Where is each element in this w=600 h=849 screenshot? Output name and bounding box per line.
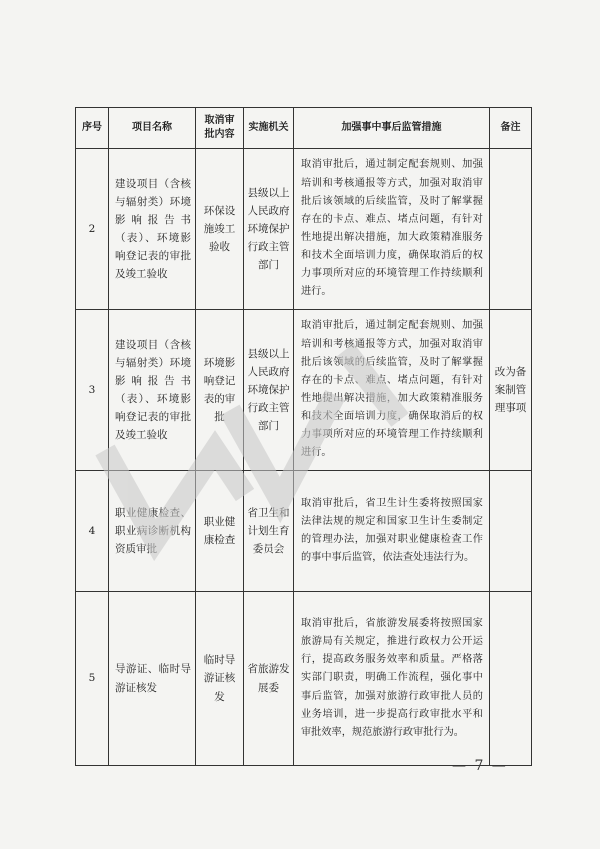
row-no: 4 [76,471,109,592]
table-header-row [76,108,532,149]
row-content: 职业健康检查 [196,471,244,592]
row-agency: 省旅游发展委 [244,592,294,766]
approval-cancellation-table [75,107,532,766]
table-row [76,471,532,592]
row-remark: 改为备案制管理事项 [490,310,532,471]
header-remark: 备注 [490,108,532,149]
row-content: 环保设施竣工验收 [196,149,244,310]
row-name: 建设项目（含核与辐射类）环境影响报告书（表）、环境影响登记表的审批及竣工验收 [109,149,196,310]
table-row [76,310,532,471]
row-agency: 县级以上人民政府环境保护行政主管部门 [244,310,294,471]
page-number: — 7 — [452,758,508,774]
row-remark [490,471,532,592]
row-content: 临时导游证核发 [196,592,244,766]
table-row [76,592,532,766]
row-remark [490,149,532,310]
header-agency: 实施机关 [244,108,294,149]
row-agency: 县级以上人民政府环境保护行政主管部门 [244,149,294,310]
header-measures: 加强事中事后监管措施 [294,108,490,149]
row-agency: 省卫生和计划生育委员会 [244,471,294,592]
row-no: 3 [76,310,109,471]
row-name: 职业健康检查、职业病诊断机构资质审批 [109,471,196,592]
row-measures: 取消审批后，省卫生计生委将按照国家法律法规的规定和国家卫生计生委制定的管理办法，加强对职业健康检查工作的事中事后监管，依法查处违法行为。 [294,471,490,592]
table-row [76,149,532,310]
row-measures: 取消审批后，省旅游发展委将按照国家旅游局有关规定，推进行政权力公开运行，提高政务服务效率和质量。严格落实部门职责，明确工作流程，强化事中事后监管，加强对旅游行政审批人员的业务培训，进一步提高行政审批水平和审批效率，规范旅游行政审批行为。 [294,592,490,766]
header-content: 取消审批内容 [196,108,244,149]
header-no: 序号 [76,108,109,149]
header-name: 项目名称 [109,108,196,149]
row-name: 导游证、临时导游证核发 [109,592,196,766]
row-content: 环境影响登记表的审批 [196,310,244,471]
row-no: 2 [76,149,109,310]
row-name: 建设项目（含核与辐射类）环境影响报告书（表）、环境影响登记表的审批及竣工验收 [109,310,196,471]
row-measures: 取消审批后，通过制定配套规则、加强培训和考核通报等方式，加强对取消审批后该领域的后续监管，及时了解掌握存在的卡点、难点、堵点问题，有针对性地提出解决措施，加大政策精准服务和技术全面培训力度，确保取消后的权力事项所对应的环境管理工作持续顺利进行。 [294,310,490,471]
row-remark [490,592,532,766]
row-no: 5 [76,592,109,766]
row-measures: 取消审批后，通过制定配套规则、加强培训和考核通报等方式，加强对取消审批后该领域的后续监管，及时了解掌握存在的卡点、难点、堵点问题，有针对性地提出解决措施，加大政策精准服务和技术全面培训力度，确保取消后的权力事项所对应的环境管理工作持续顺利进行。 [294,149,490,310]
